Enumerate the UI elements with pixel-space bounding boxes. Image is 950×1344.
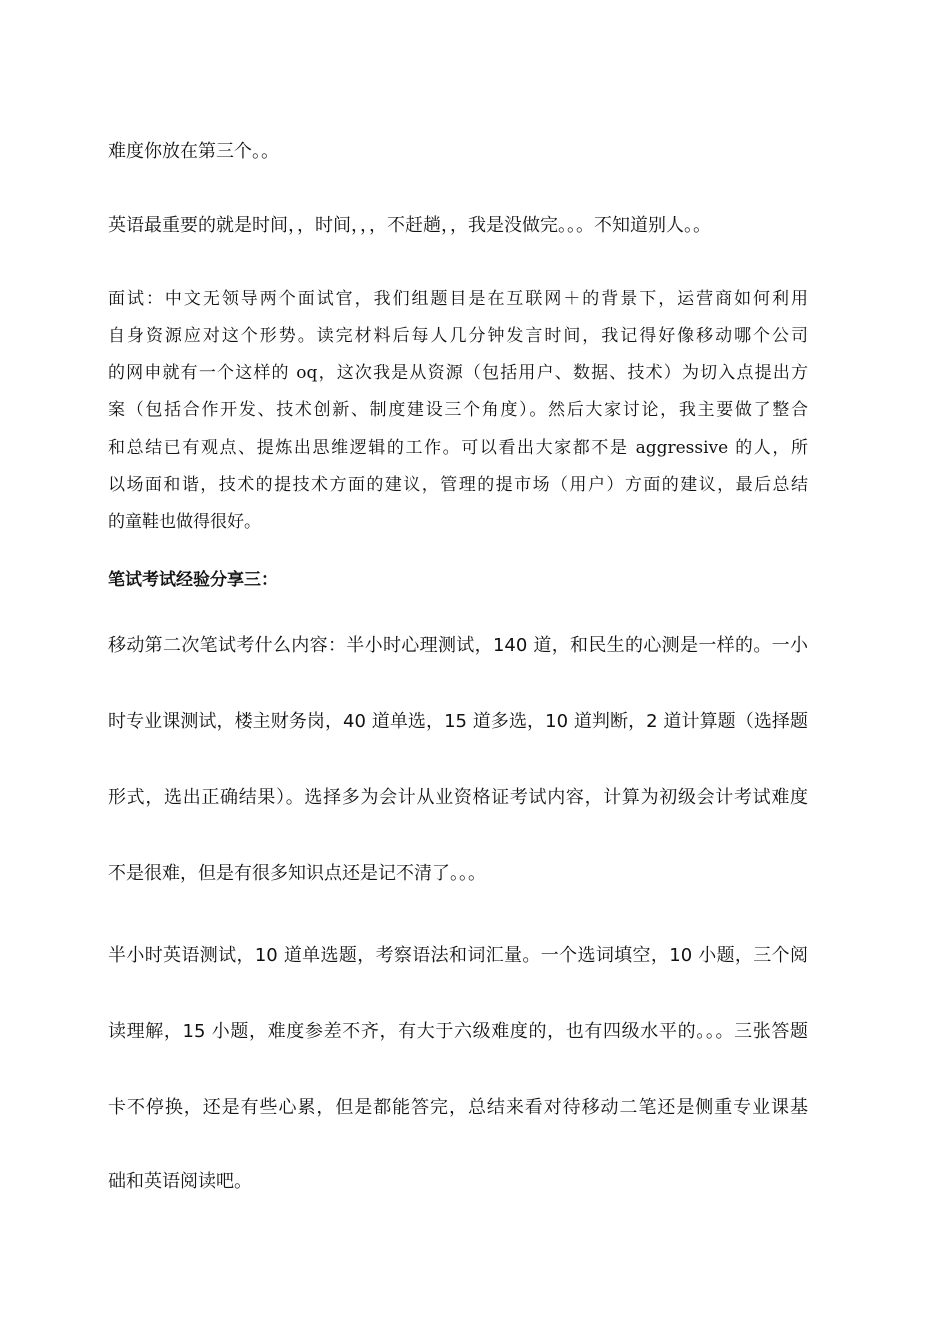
interview-line: 和总结已有观点、提炼出思维逻辑的工作。可以看出大家都不是 aggressive 的人，所 — [108, 438, 808, 458]
exam-line: 移动第二次笔试考什么内容：半小时心理测试，140 道，和民生的心测是一样的。一小 — [108, 635, 808, 656]
english-line: 半小时英语测试，10 道单选题，考察语法和词汇量。一个选词填空，10 小题，三个阅 — [108, 945, 808, 966]
interview-line: 案（包括合作开发、技术创新、制度建设三个角度）。然后大家讨论，我主要做了整合 — [108, 400, 808, 420]
paragraph-english-time: 英语最重要的就是时间，，时间，，，不赶趟，，我是没做完。。。不知道别人。。 — [108, 215, 711, 236]
interview-line: 的网申就有一个这样的 oq，这次我是从资源（包括用户、数据、技术）为切入点提出方 — [108, 363, 808, 383]
interview-line: 的童鞋也做得很好。 — [108, 512, 261, 532]
english-line: 础和英语阅读吧。 — [108, 1171, 252, 1192]
exam-line: 不是很难，但是有很多知识点还是记不清了。。。 — [108, 863, 486, 884]
exam-line: 形式，选出正确结果）。选择多为会计从业资格证考试内容，计算为初级会计考试难度 — [108, 787, 808, 808]
section-heading: 笔试考试经验分享三： — [108, 570, 278, 590]
english-line: 读理解，15 小题，难度参差不齐，有大于六级难度的，也有四级水平的。。。三张答题 — [108, 1021, 808, 1042]
english-line: 卡不停换，还是有些心累，但是都能答完，总结来看对待移动二笔还是侧重专业课基 — [108, 1097, 808, 1118]
paragraph-difficulty: 难度你放在第三个。。 — [108, 141, 279, 162]
interview-line: 面试：中文无领导两个面试官，我们组题目是在互联网＋的背景下，运营商如何利用 — [108, 289, 808, 309]
interview-line: 自身资源应对这个形势。读完材料后每人几分钟发言时间，我记得好像移动哪个公司 — [108, 326, 808, 346]
interview-line: 以场面和谐，技术的提技术方面的建议，管理的提市场（用户）方面的建议，最后总结 — [108, 475, 808, 495]
exam-line: 时专业课测试，楼主财务岗，40 道单选，15 道多选，10 道判断，2 道计算题（选择题 — [108, 711, 808, 732]
